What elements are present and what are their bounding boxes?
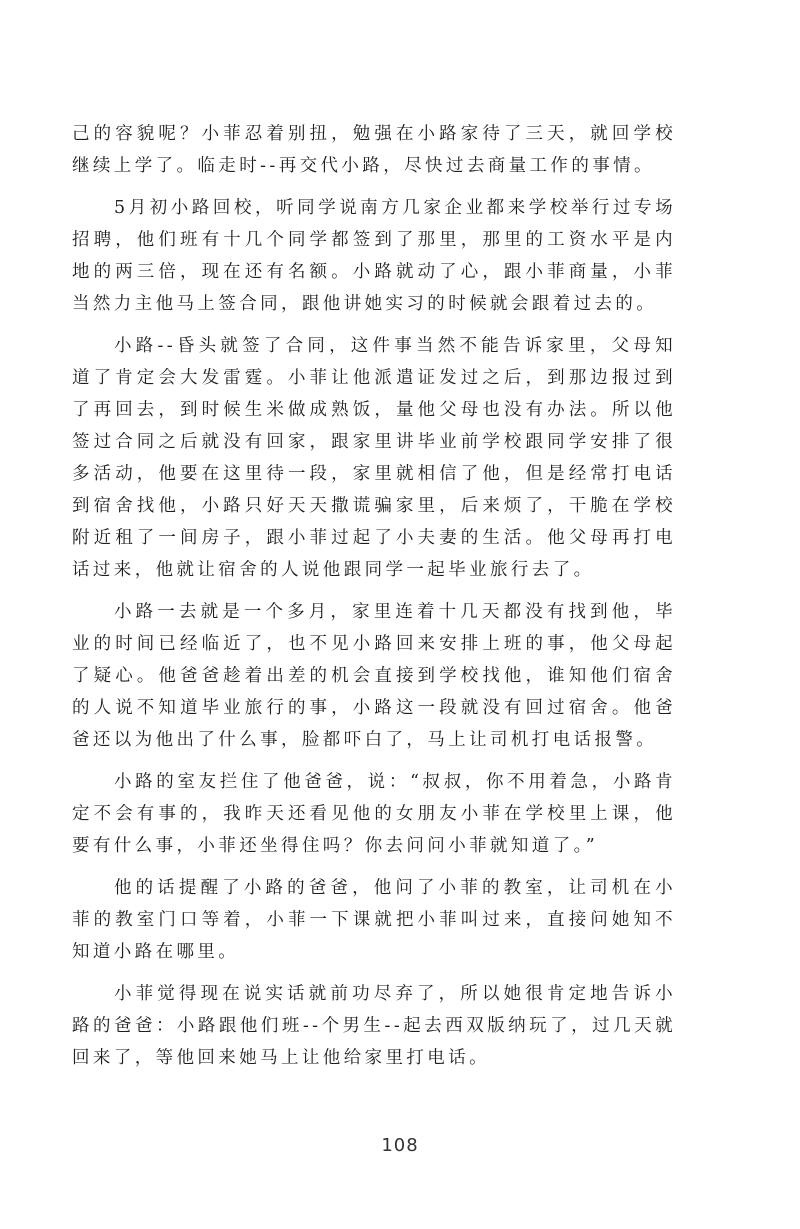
paragraph-3: 小路--昏头就签了合同，这件事当然不能告诉家里，父母知道了肯定会大发雷霆。小菲让他派遣证发过之后，到那边报过到了再回去，到时候生米做成熟饭，量他父母也没有办法。所以他签过合同之后就没有回家，跟家里讲毕业前学校跟同学安排了很多活动，他要在这里待一段，家里就相信了他，但是经常打电话到宿舍找他，小路只好天天撒谎骗家里，后来烦了，干脆在学校附近租了一间房子，跟小菲过起了小夫妻的生活。他父母再打电话过来，他就让宿舍的人说他跟同学一起毕业旅行去了。 <box>72 336 676 580</box>
body-text <box>72 118 676 1084</box>
paragraph-6: 他的话提醒了小路的爸爸，他问了小菲的教室，让司机在小菲的教室门口等着，小菲一下课就把小菲叫过来，直接问她知不知道小路在哪里。 <box>72 878 676 962</box>
paragraph-2: 5月初小路回校，听同学说南方几家企业都来学校举行过专场招聘，他们班有十几个同学都签到了那里，那里的工资水平是内地的两三倍，现在还有名额。小路就动了心，跟小菲商量，小菲当然力主他马上签合同，跟他讲她实习的时候就会跟着过去的。 <box>72 198 676 314</box>
paragraph-4: 小路一去就是一个多月，家里连着十几天都没有找到他，毕业的时间已经临近了，也不见小路回来安排上班的事，他父母起了疑心。他爸爸趁着出差的机会直接到学校找他，谁知他们宿舍的人说不知道毕业旅行的事，小路这一段就没有回过宿舍。他爸爸还以为他出了什么事，脸都吓白了，马上让司机打电话报警。 <box>72 602 676 750</box>
paragraph-1: 己的容貌呢？小菲忍着别扭，勉强在小路家待了三天，就回学校继续上学了。临走时--再交代小路，尽快过去商量工作的事情。 <box>72 124 676 176</box>
paragraph-5: 小路的室友拦住了他爸爸，说：“叔叔，你不用着急，小路肯定不会有事的，我昨天还看见他的女朋友小菲在学校里上课，他要有什么事，小菲还坐得住吗？你去问问小菲就知道了。” <box>72 772 676 856</box>
page-number: 108 <box>381 1135 419 1156</box>
paragraph-7: 小菲觉得现在说实话就前功尽弃了，所以她很肯定地告诉小路的爸爸：小路跟他们班--个男生--起去西双版纳玩了，过几天就回来了，等他回来她马上让他给家里打电话。 <box>72 984 676 1068</box>
